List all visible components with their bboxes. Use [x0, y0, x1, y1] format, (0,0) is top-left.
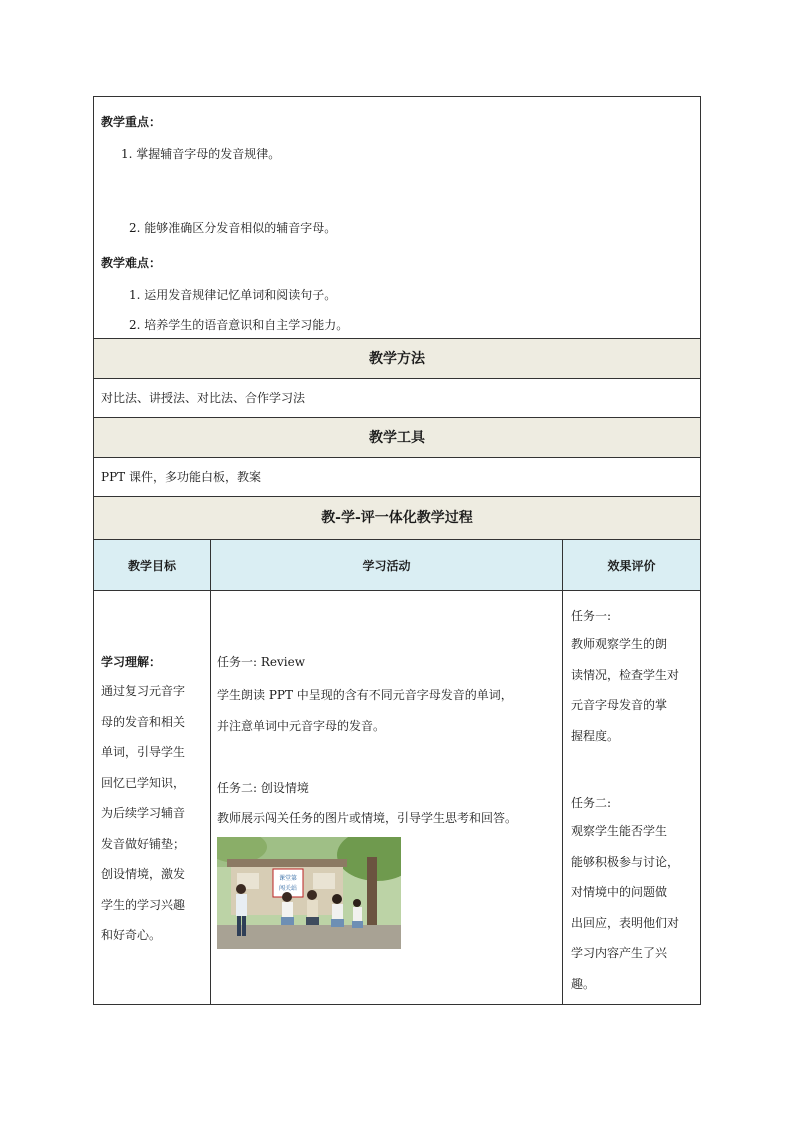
objective-line: 通过复习元音字	[101, 684, 186, 698]
key-points-title: 教学重点：	[101, 115, 162, 129]
methods-header: 教学方法	[93, 339, 701, 379]
process-column-headers	[93, 540, 701, 591]
evaluation-line: 学习内容产生了兴	[571, 946, 668, 960]
evaluation-task1-title: 任务一:	[571, 609, 612, 623]
lesson-plan-table	[93, 96, 701, 1005]
evaluation-line: 读情况，检查学生对	[571, 667, 680, 682]
objective-column-header: 教学目标	[94, 540, 211, 590]
process-header: 教-学-评一体化教学过程	[93, 497, 701, 540]
sign-text-line: 课堂第	[278, 875, 298, 882]
evaluation-line: 握程度。	[571, 728, 620, 743]
objective-line: 回忆已学知识，	[101, 775, 186, 790]
evaluation-line: 能够积极参与讨论，	[571, 854, 680, 869]
evaluation-task1-text	[571, 629, 697, 751]
evaluation-line: 出回应，表明他们对	[571, 915, 680, 930]
classroom-scene-image	[217, 837, 401, 949]
activity-task2-line: 教师展示闯关任务的图片或情境，引导学生思考和回答。	[217, 811, 518, 825]
difficulty-item: 2. 培养学生的语音意识和自主学习能力。	[129, 318, 349, 332]
objective-line: 发音做好铺垫；	[101, 836, 186, 851]
activity-cell	[211, 591, 563, 1004]
evaluation-task2-text	[571, 816, 697, 999]
evaluation-line: 对情境中的问题做	[571, 885, 668, 899]
difficulty-item: 1. 运用发音规律记忆单词和阅读句子。	[129, 288, 337, 302]
key-point-item: 1. 掌握辅音字母的发音规律。	[121, 147, 281, 161]
activity-task1-title: 任务一: Review	[217, 655, 305, 669]
process-row	[93, 591, 701, 1005]
activity-task1-line: 并注意单词中元音字母的发音。	[217, 719, 386, 733]
tools-content: PPT 课件，多功能白板，教案	[93, 458, 701, 497]
evaluation-task2-title: 任务二:	[571, 796, 612, 810]
sign-text-line: 闯关站	[278, 885, 298, 892]
evaluation-line: 趣。	[571, 976, 596, 991]
objective-line: 为后续学习辅音	[101, 806, 186, 820]
difficulty-title: 教学难点：	[101, 256, 162, 270]
objective-line: 和好奇心。	[101, 928, 162, 942]
evaluation-line: 观察学生能否学生	[571, 824, 668, 838]
objective-title: 学习理解：	[101, 655, 162, 669]
evaluation-cell	[563, 591, 700, 1004]
key-point-item: 2. 能够准确区分发音相似的辅音字母。	[129, 221, 337, 235]
tools-header: 教学工具	[93, 418, 701, 458]
objective-line: 创设情境，激发	[101, 867, 186, 881]
methods-content: 对比法、讲授法、对比法、合作学习法	[93, 379, 701, 418]
activity-column-header: 学习活动	[211, 540, 563, 590]
teaching-focus-section	[93, 96, 701, 339]
objective-line: 学生的学习兴趣	[101, 897, 186, 912]
evaluation-column-header: 效果评价	[563, 540, 700, 590]
evaluation-line: 元音字母发音的掌	[571, 698, 668, 712]
activity-task2-title: 任务二: 创设情境	[217, 781, 309, 795]
activity-task1-line: 学生朗读 PPT 中呈现的含有不同元音字母发音的单词，	[217, 688, 513, 702]
evaluation-line: 教师观察学生的朗	[571, 637, 668, 651]
objective-text	[101, 676, 209, 951]
objective-line: 母的发音和相关	[101, 714, 186, 729]
objective-line: 单词，引导学生	[101, 745, 186, 759]
objective-cell	[94, 591, 211, 1004]
